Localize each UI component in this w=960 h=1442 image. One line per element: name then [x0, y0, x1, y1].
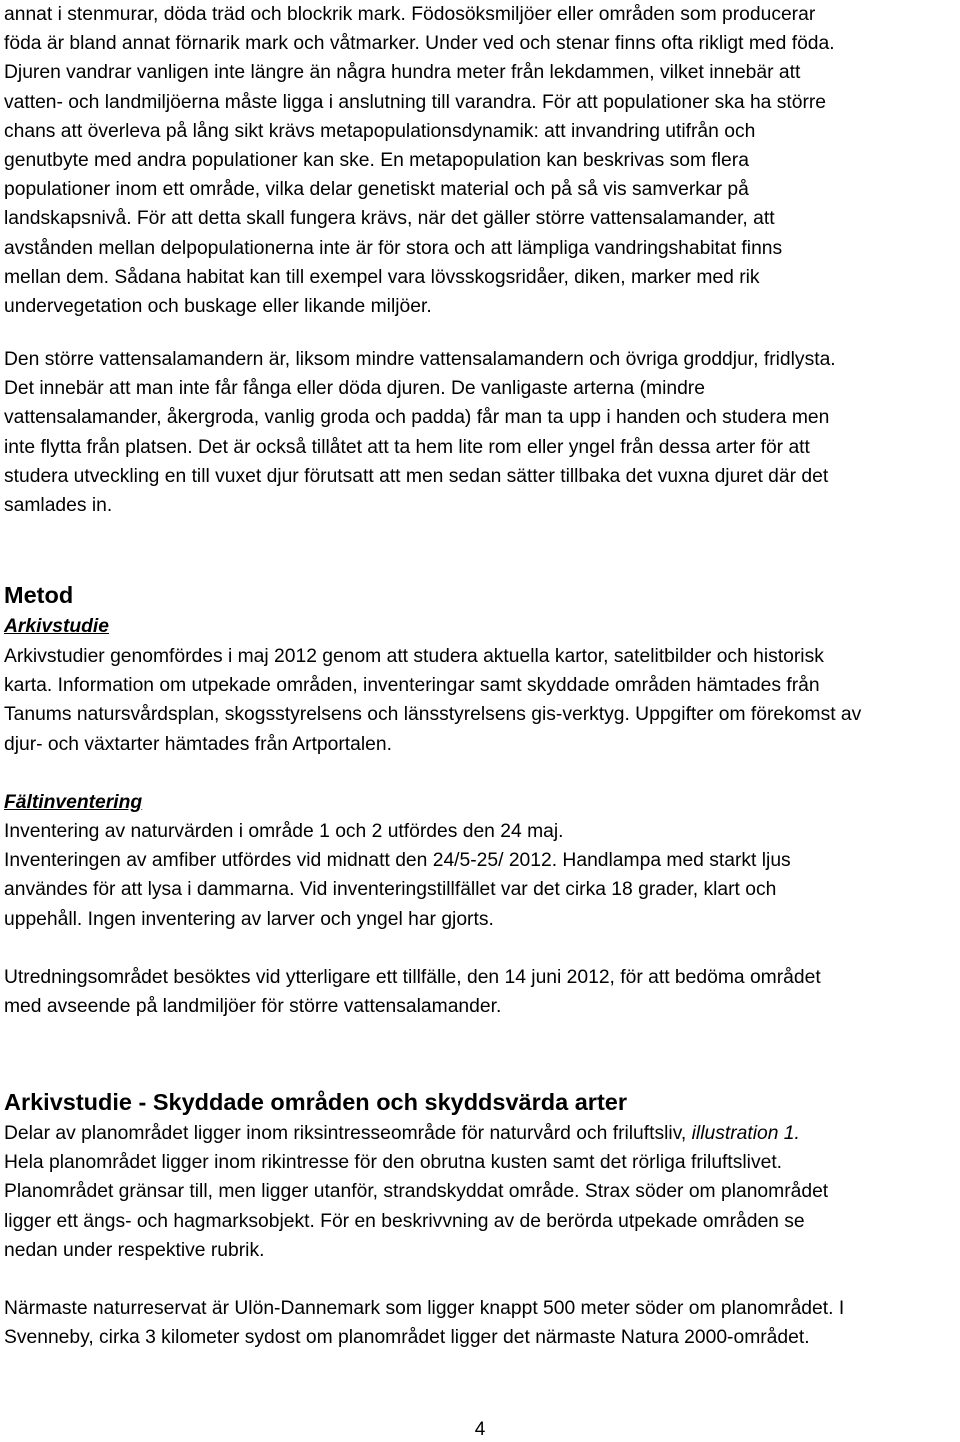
text-line: inte flytta från platsen. Det är också tillåtet att ta hem lite rom eller yngel från dessa arter för att — [4, 436, 810, 458]
text-line: vattensalamander, åkergroda, vanlig groda och padda) får man ta upp i handen och studera men — [4, 407, 830, 429]
text-line: chans att överleva på lång sikt krävs metapopulationsdynamik: att invandring utifrån och — [4, 120, 756, 142]
text-line: uppehåll. Ingen inventering av larver och yngel har gjorts. — [4, 908, 494, 930]
text-line: Planområdet gränsar till, men ligger utanför, strandskyddat område. Strax söder om planområdet — [4, 1181, 829, 1203]
text-line: Den större vattensalamandern är, liksom mindre vattensalamandern och övriga groddjur, fridlysta. — [4, 349, 836, 370]
text-line: Inventering av naturvärden i område 1 och 2 utfördes den 24 maj. — [4, 821, 564, 842]
text-line: användes för att lysa i dammarna. Vid inventeringstillfället var det cirka 18 grader, klart och — [4, 879, 777, 901]
text-line — [4, 1119, 956, 1148]
text-line: mellan dem. Sådana habitat kan till exempel vara lövsskogsridåer, diken, marker med rik — [4, 266, 760, 288]
faltinventering-heading: Fältinventering — [4, 792, 143, 813]
text-line: Hela planområdet ligger inom rikintresse för den obrutna kusten samt det rörliga friluftslivet. — [4, 1152, 783, 1174]
arkivstudie-paragraph — [4, 642, 956, 759]
text-line: Tanums natursvårdsplan, skogsstyrelsens och länsstyrelsens gis-verktyg. Uppgifter om förekomst av — [4, 704, 862, 726]
intro-paragraph — [4, 0, 956, 321]
text-line: vatten- och landmiljöerna måste ligga i anslutning till varandra. För att populationer ska ha större — [4, 91, 827, 113]
text-line: samlades in. — [4, 495, 113, 517]
illustration-reference: illustration 1. — [691, 1123, 800, 1144]
text-line: ligger ett ängs- och hagmarksobjekt. För en beskrivvning av de berörda utpekade områden se — [4, 1210, 805, 1232]
text-line: Närmaste naturreservat är Ulön-Dannemark som ligger knappt 500 meter söder om planområdet. I — [4, 1298, 845, 1319]
text-line: Utredningsområdet besöktes vid ytterligare ett tillfälle, den 14 juni 2012, för att bedöma området — [4, 967, 821, 988]
text-line: Inventeringen av amfiber utfördes vid midnatt den 24/5-25/ 2012. Handlampa med starkt ljus — [4, 850, 791, 872]
arkivstudie-heading: Arkivstudie — [4, 616, 110, 637]
text-line: genutbyte med andra populationer kan ske. En metapopulation kan beskrivas som flera — [4, 150, 749, 172]
text-line: populationer inom ett område, vilka delar genetiskt material och på så vis samverkar på — [4, 179, 749, 201]
page-number: 4 — [474, 1419, 486, 1440]
utredning-paragraph — [4, 963, 956, 1021]
skyddade-heading: Arkivstudie - Skyddade områden och skyddsvärda arter — [4, 1089, 627, 1115]
text-line: karta. Information om utpekade områden, inventeringar samt skyddade områden hämtades från — [4, 675, 820, 697]
text-line: undervegetation och buskage eller likande miljöer. — [4, 296, 432, 318]
text-line: Djuren vandrar vanligen inte längre än några hundra meter från lekdammen, vilket innebär att — [4, 62, 801, 84]
faltinventering-paragraph — [4, 817, 956, 934]
metod-heading: Metod — [4, 582, 74, 608]
text-line: studera utveckling en till vuxet djur förutsatt att men sedan sätter tillbaka det vuxna djuret där det — [4, 465, 829, 487]
protection-paragraph — [4, 345, 956, 520]
text-segment: Delar av planområdet ligger inom riksintresseområde för naturvård och friluftsliv, — [4, 1123, 692, 1144]
text-line: Det innebär att man inte får fånga eller döda djuren. De vanligaste arterna (mindre — [4, 378, 705, 400]
text-line: nedan under respektive rubrik. — [4, 1239, 265, 1261]
text-line: föda är bland annat förnarik mark och våtmarker. Under ved och stenar finns ofta rikligt med föda. — [4, 33, 835, 55]
text-line: med avseende på landmiljöer för större vattensalamander. — [4, 996, 502, 1018]
text-line: annat i stenmurar, döda träd och blockrik mark. Födosöksmiljöer eller områden som producerar — [4, 4, 816, 25]
naturreservat-paragraph — [4, 1294, 956, 1352]
text-line: landskapsnivå. För att detta skall fungera krävs, när det gäller större vattensalamander, att — [4, 208, 775, 230]
text-line: Arkivstudier genomfördes i maj 2012 genom att studera aktuella kartor, satelitbilder och historisk — [4, 646, 824, 667]
text-line: avstånden mellan delpopulationerna inte är för stora och att lämpliga vandringshabitat finns — [4, 237, 783, 259]
text-line: djur- och växtarter hämtades från Artportalen. — [4, 733, 392, 755]
skyddade-paragraph — [4, 1119, 956, 1265]
text-line: Svenneby, cirka 3 kilometer sydost om planområdet ligger det närmaste Natura 2000-området. — [4, 1327, 810, 1349]
